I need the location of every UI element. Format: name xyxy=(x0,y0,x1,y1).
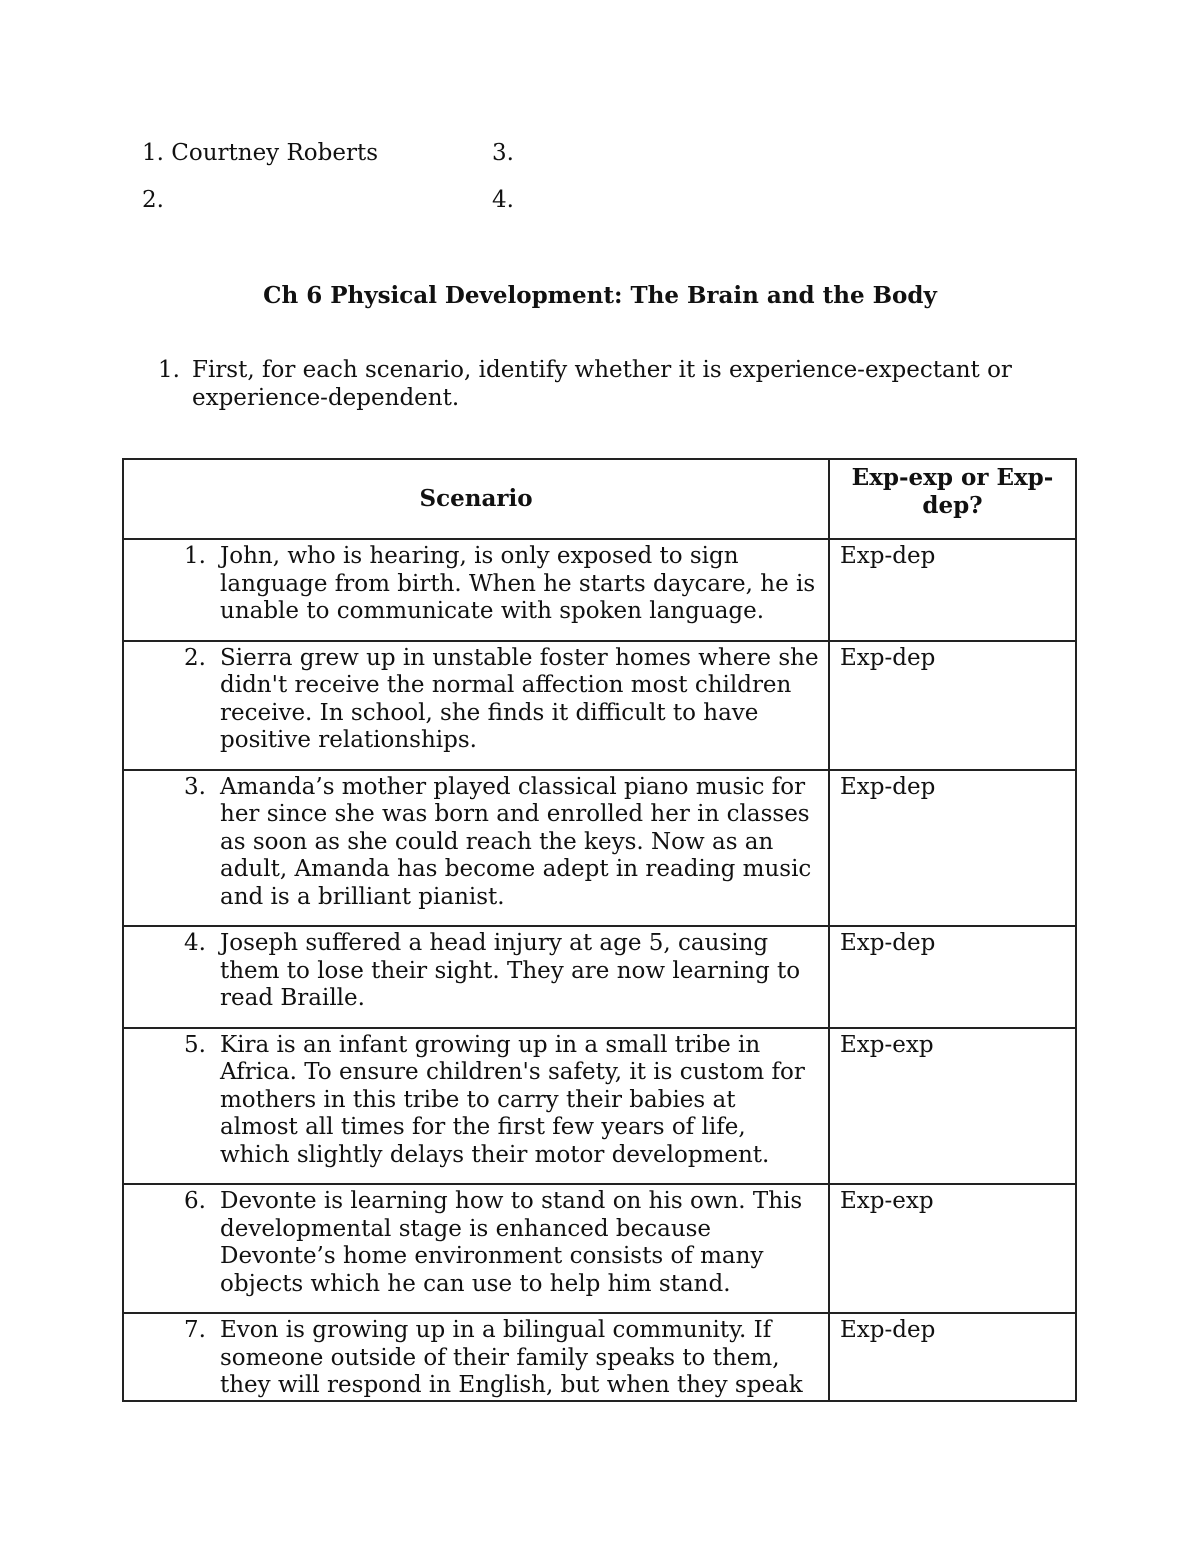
answer-cell: Exp-dep xyxy=(829,641,1076,770)
answer-cell: Exp-exp xyxy=(829,1028,1076,1185)
member-name: Courtney Roberts xyxy=(171,140,379,166)
member-4 xyxy=(492,187,842,234)
row-number: 5. xyxy=(184,1031,206,1058)
question-number: 1. xyxy=(158,357,180,383)
row-number: 4. xyxy=(184,930,206,956)
answer-cell: Exp-exp xyxy=(829,1184,1076,1313)
header-scenario: Scenario xyxy=(123,459,829,539)
scenario-text: Sierra grew up in unstable foster homes where she didn't receive the normal affection most children receive. In school, she finds it difficult to have positive relationships. xyxy=(220,644,819,753)
scenario-text: John, who is hearing, is only exposed to sign language from birth. When he starts daycare, he is unable to communicate with spoken language. xyxy=(220,543,816,624)
member-row xyxy=(142,187,842,234)
scenario-text: Joseph suffered a head injury at age 5, causing them to lose their sight. They are now learning to read Braille. xyxy=(220,930,801,1011)
scenario-table xyxy=(122,458,1077,1402)
table-row xyxy=(123,926,1076,1028)
member-number: 4. xyxy=(492,187,514,213)
scenario-text: Amanda’s mother played classical piano music for her since she was born and enrolled her in classes as soon as she could reach the keys. Now as an adult, Amanda has become adept in reading music and is a brilliant pianist. xyxy=(220,773,812,910)
member-1 xyxy=(142,140,492,187)
row-number: 3. xyxy=(184,773,206,800)
member-number: 2. xyxy=(142,187,164,213)
header-answer: Exp-exp or Exp-dep? xyxy=(829,459,1076,539)
group-members xyxy=(142,140,842,234)
answer-cell: Exp-dep xyxy=(829,770,1076,927)
scenario-text: Devonte is learning how to stand on his own. This developmental stage is enhanced because Devonte’s home environment consists of many objects which he can use to help him stand. xyxy=(220,1188,803,1297)
table-row xyxy=(123,770,1076,927)
question-text: First, for each scenario, identify whether it is experience-expectant or experience-dependent. xyxy=(192,357,1012,411)
table-row xyxy=(123,1313,1076,1401)
answer-cell: Exp-dep xyxy=(829,926,1076,1028)
table-header-row xyxy=(123,459,1076,539)
member-2 xyxy=(142,187,492,234)
member-number: 3. xyxy=(492,140,514,166)
row-number: 6. xyxy=(184,1188,206,1214)
question-1 xyxy=(158,356,1058,412)
member-3 xyxy=(492,140,842,187)
scenario-text: Kira is an infant growing up in a small tribe in Africa. To ensure children's safety, it is custom for mothers in this tribe to carry their babies at almost all times for the first few years of life, which slightly delays their motor development. xyxy=(220,1031,805,1168)
answer-cell: Exp-dep xyxy=(829,1313,1076,1401)
answer-cell: Exp-dep xyxy=(829,539,1076,641)
table-row xyxy=(123,641,1076,770)
member-number: 1. xyxy=(142,140,164,166)
member-row xyxy=(142,140,842,187)
table-row xyxy=(123,539,1076,641)
table-row xyxy=(123,1028,1076,1185)
row-number: 7. xyxy=(184,1317,206,1343)
row-number: 2. xyxy=(184,644,206,671)
scenario-text: Evon is growing up in a bilingual community. If someone outside of their family speaks to them, they will respond in English, but when they speak xyxy=(220,1317,803,1398)
page-title: Ch 6 Physical Development: The Brain and the Body xyxy=(263,282,937,309)
table-row xyxy=(123,1184,1076,1313)
row-number: 1. xyxy=(184,543,206,569)
